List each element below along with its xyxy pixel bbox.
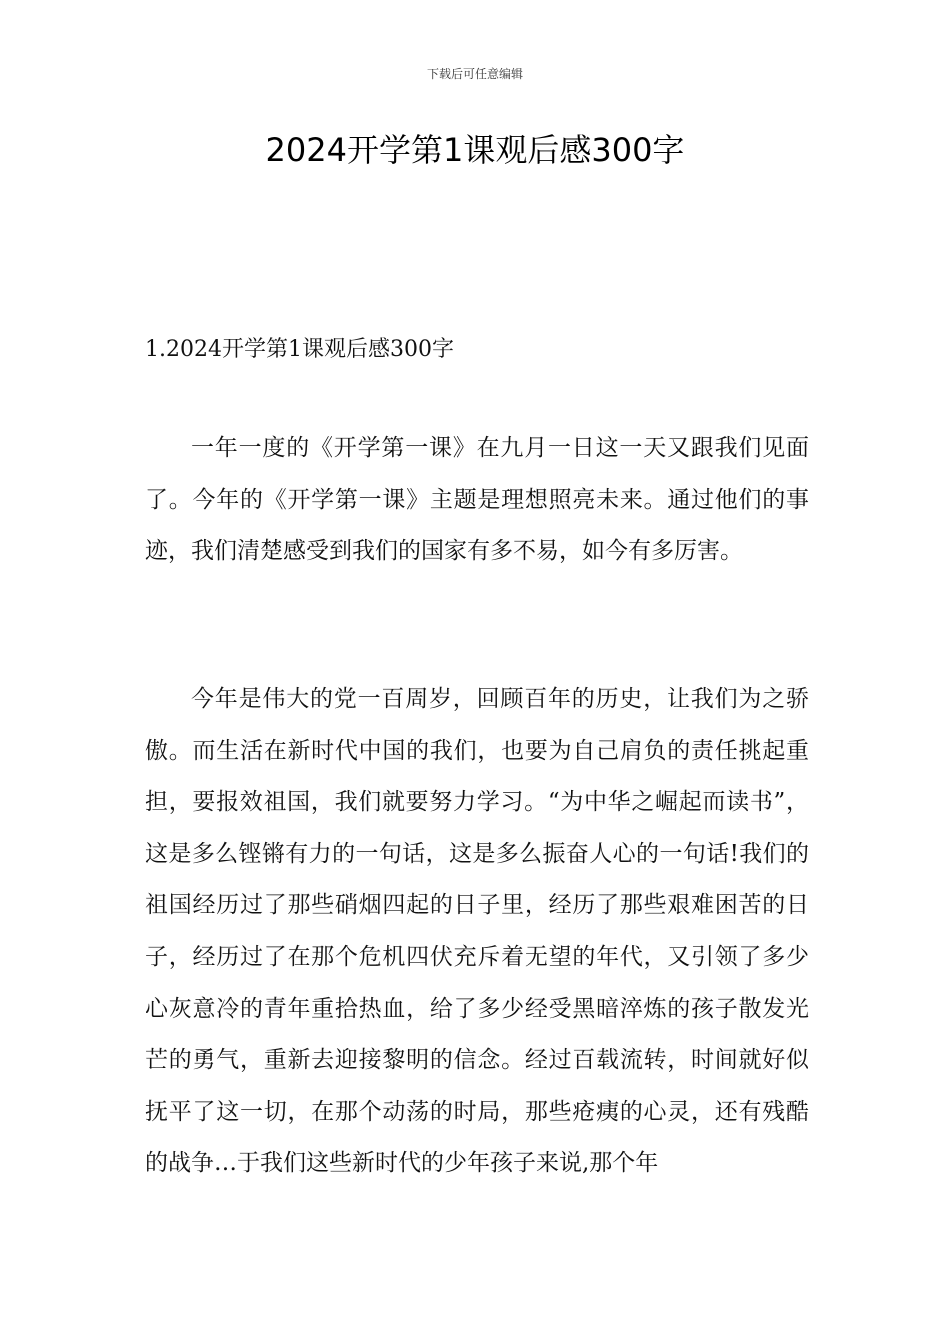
body-paragraph-block-1 <box>145 423 809 578</box>
body-paragraph-block-2 <box>145 674 809 1190</box>
document-title: 2024开学第1课观后感300字 <box>265 131 685 169</box>
section-heading: 1.2024开学第1课观后感300字 <box>145 337 454 362</box>
body-paragraph: 一年一度的《开学第一课》在九月一日这一天又跟我们见面了。今年的《开学第一课》主题是理想照亮未来。通过他们的事迹，我们清楚感受到我们的国家有多不易，如今有多厉害。 <box>145 435 809 565</box>
page-header-note: 下载后可任意编辑 <box>426 67 523 81</box>
body-paragraph: 今年是伟大的党一百周岁，回顾百年的历史，让我们为之骄傲。而生活在新时代中国的我们，也要为自己肩负的责任挑起重担，要报效祖国，我们就要努力学习。“为中华之崛起而读书”，这是多么铿锵有力的一句话，这是多么振奋人心的一句话!我们的祖国经历过了那些硝烟四起的日子里，经历了那些艰难困苦的日子，经历过了在那个危机四伏充斥着无望的年代，又引领了多少心灰意冷的青年重拾热血，给了多少经受黑暗淬炼的孩子散发光芒的勇气，重新去迎接黎明的信念。经过百载流转，时间就好似抚平了这一切，在那个动荡的时局，那些疮痍的心灵，还有残酷的战争…于我们这些新时代的少年孩子来说,那个年 <box>145 686 809 1177</box>
